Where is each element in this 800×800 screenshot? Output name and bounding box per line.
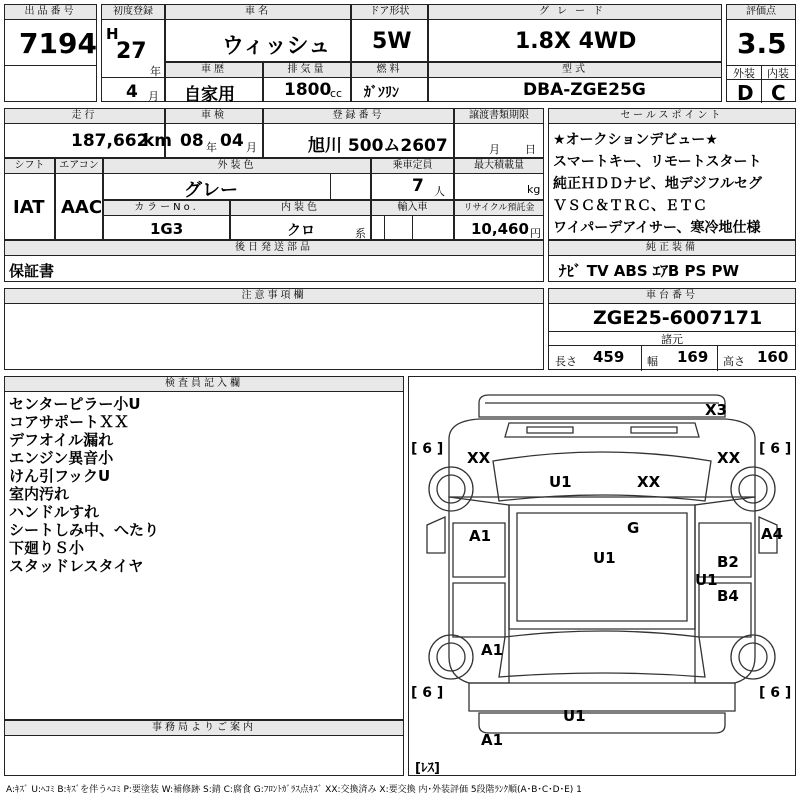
damage-mark: XX <box>637 473 661 491</box>
later-parts-label: 後日発送部品 <box>5 241 543 256</box>
interior-color-label: 内装色 <box>231 201 370 216</box>
mileage-label: 走行 <box>5 109 164 124</box>
transfer-day-unit: 日 <box>525 143 536 156</box>
recycle: 10,460 <box>471 220 529 238</box>
transfer-label: 譲渡書類期限 <box>455 109 543 124</box>
office-box <box>4 720 404 776</box>
mileage-unit: km <box>143 131 173 151</box>
fuel-label: 燃料 <box>352 63 427 78</box>
tire-depth: [ 6 ] <box>759 441 792 457</box>
damage-mark: U1 <box>695 571 718 589</box>
chassis-box <box>548 288 796 370</box>
inspector-label: 検査員記入欄 <box>5 377 403 392</box>
damage-mark: X3 <box>705 401 728 419</box>
later-parts-box <box>4 240 544 282</box>
capacity-box <box>371 158 454 200</box>
damage-mark: A4 <box>761 525 784 543</box>
max-load-label: 最大積載量 <box>455 159 543 174</box>
sales-point: 純正ＨＤＤナビ、地デジフルセグ <box>553 176 763 192</box>
displacement-label: 排気量 <box>264 63 350 78</box>
history-box <box>165 62 263 105</box>
color-label: 外装色 <box>104 159 370 174</box>
interior-score: C <box>771 81 786 105</box>
chassis-number: ZGE25-6007171 <box>593 307 763 329</box>
plate-label: 登録番号 <box>264 109 453 124</box>
equipment: ﾅﾋﾞ TV ABS ｴｱB PS PW <box>559 262 740 280</box>
car-name-label: 車名 <box>166 5 350 20</box>
model-label: 型式 <box>429 63 721 78</box>
import-label: 輸入車 <box>372 201 453 216</box>
history: 自家用 <box>184 85 235 105</box>
inspector-item: シートしみ中、へたり <box>9 521 160 539</box>
height: 160 <box>757 348 789 366</box>
car-name: ウィッシュ <box>222 34 331 59</box>
score-label: 評価点 <box>727 5 795 20</box>
notes-box <box>4 288 544 370</box>
office-label: 事務局よりご案内 <box>5 721 403 736</box>
inspector-item: 下廻りＳ小 <box>9 539 85 557</box>
color-no-box <box>103 200 230 240</box>
first-registration-box <box>101 4 165 102</box>
car-diagram <box>409 377 795 775</box>
max-load-box <box>454 158 544 200</box>
damage-mark: A1 <box>481 731 504 749</box>
recycle-label: リサイクル預託金 <box>455 201 543 216</box>
lot-box <box>4 4 97 102</box>
grade: 1.8X 4WD <box>515 29 637 54</box>
damage-mark: A1 <box>469 527 492 545</box>
car-name-box <box>165 4 351 62</box>
inspection-month: 04 <box>220 131 244 151</box>
sales-point: ワイパーデアイサー、寒冷地仕様 <box>553 220 761 236</box>
grade-box <box>428 4 722 62</box>
displacement-box <box>263 62 351 102</box>
color-box <box>103 158 371 200</box>
color-no-label: カラーNo. <box>104 201 229 216</box>
max-load-unit: kg <box>527 183 541 196</box>
damage-mark: U1 <box>563 707 586 725</box>
displacement-unit: cc <box>330 87 343 100</box>
door-type: 5W <box>372 29 412 54</box>
transfer-box <box>454 108 544 158</box>
mileage-box <box>4 108 173 158</box>
sales-point: ＶＳＣ＆ＴＲＣ、ＥＴＣ <box>553 198 707 214</box>
inspection-month-unit: 月 <box>246 141 257 154</box>
plate: 旭川 500ム2607 <box>308 136 448 156</box>
interior-label: 内装 <box>767 67 789 80</box>
interior-color-box <box>230 200 371 240</box>
grade-label: グレード <box>429 5 721 20</box>
recycle-unit: 円 <box>530 227 541 240</box>
plate-box <box>263 108 454 158</box>
aircon-label: エアコン <box>56 159 102 174</box>
damage-mark: B4 <box>717 587 739 605</box>
equipment-box <box>548 240 796 282</box>
inspector-item: 室内汚れ <box>9 485 70 503</box>
door-box <box>351 4 428 62</box>
capacity-label: 乗車定員 <box>372 159 453 174</box>
interior-color: クロ <box>287 223 315 239</box>
door-label: ドア形状 <box>352 5 427 20</box>
damage-mark: B2 <box>717 553 739 571</box>
inspector-box <box>4 376 404 720</box>
first-reg-era: H <box>106 25 119 43</box>
inspector-item: スタッドレスタイヤ <box>9 557 144 575</box>
score-value: 3.5 <box>737 27 787 60</box>
width-label: 幅 <box>647 355 658 368</box>
first-reg-year-unit: 年 <box>150 65 161 78</box>
equipment-label: 純正装備 <box>549 241 795 256</box>
inspector-item: デフオイル漏れ <box>9 431 114 449</box>
damage-mark: U1 <box>549 473 572 491</box>
inspection-year-unit: 年 <box>206 141 217 154</box>
inspector-item: ハンドルすれ <box>9 503 100 521</box>
model: DBA-ZGE25G <box>523 80 646 100</box>
lot-number: 7194 <box>19 27 97 60</box>
car-diagram-box <box>408 376 796 776</box>
first-reg-label: 初度登録 <box>102 5 164 20</box>
exterior-label: 外装 <box>733 67 755 80</box>
tire-depth: [ 6 ] <box>759 685 792 701</box>
first-reg-month: 4 <box>126 82 138 102</box>
transfer-month-unit: 月 <box>489 143 500 156</box>
model-box <box>428 62 722 102</box>
sales-points-list <box>553 129 762 239</box>
inspection-year: 08 <box>180 131 204 151</box>
spare-tire: [ﾚｽ] <box>415 761 440 776</box>
tire-depth: [ 6 ] <box>411 685 444 701</box>
chassis-label: 車台番号 <box>549 289 795 304</box>
width: 169 <box>677 348 709 366</box>
history-label: 車歴 <box>166 63 262 78</box>
capacity-unit: 人 <box>434 185 445 198</box>
height-label: 高さ <box>723 355 745 368</box>
shift-box <box>4 158 55 240</box>
shift: IAT <box>13 197 45 218</box>
damage-mark: XX <box>467 449 491 467</box>
first-reg-month-unit: 月 <box>148 90 159 103</box>
damage-mark: G <box>627 519 640 537</box>
inspector-item: コアサポートＸＸ <box>9 413 130 431</box>
first-reg-year: 27 <box>116 39 147 64</box>
aircon: AAC <box>61 197 103 218</box>
sales-point: スマートキー、リモートスタート <box>553 154 762 170</box>
length: 459 <box>593 348 625 366</box>
sales-points-box <box>548 108 796 240</box>
legend: A:ｷｽﾞ U:ﾍｺﾐ B:ｷｽﾞを伴うﾍｺﾐ P:要塗装 W:補修跡 S:錆 C:腐食 G:ﾌﾛﾝﾄｶﾞﾗｽ点ｷｽﾞ XX:交換済み X:要交換 内･外装評価 5段階ﾗﾝｸ順(A･B･C･D･E) 1 <box>6 785 582 795</box>
lot-label: 出品番号 <box>5 5 96 20</box>
interior-color-unit: 系 <box>355 227 366 240</box>
sales-points-label: セールスポイント <box>549 109 795 124</box>
fuel-box <box>351 62 428 102</box>
import-box <box>371 200 454 240</box>
exterior-score: D <box>737 81 754 105</box>
inspector-item: けん引フックU <box>9 467 111 485</box>
inspector-item: センターピラー小U <box>9 395 141 413</box>
damage-mark: U1 <box>593 549 616 567</box>
capacity: 7 <box>412 176 424 196</box>
fuel: ｶﾞｿﾘﾝ <box>364 85 399 101</box>
inspector-list <box>9 395 159 575</box>
notes-label: 注意事項欄 <box>5 289 543 304</box>
recycle-box <box>454 200 544 240</box>
displacement: 1800 <box>284 80 332 100</box>
inspection-label: 車検 <box>166 109 262 124</box>
shift-label: シフト <box>5 159 54 174</box>
damage-mark: A1 <box>481 641 504 659</box>
length-label: 長さ <box>555 355 577 368</box>
specs-label: 諸元 <box>661 333 683 346</box>
aircon-box <box>55 158 103 240</box>
damage-mark: XX <box>717 449 741 467</box>
sales-point: ★オークションデビュー★ <box>553 132 718 148</box>
color: グレー <box>184 180 238 201</box>
inspector-item: エンジン異音小 <box>9 449 114 467</box>
mileage: 187,662 <box>71 131 149 151</box>
color-no: 1G3 <box>150 220 184 238</box>
inspection-box <box>165 108 263 158</box>
score-box <box>726 4 796 105</box>
later-parts: 保証書 <box>9 262 55 280</box>
tire-depth: [ 6 ] <box>411 441 444 457</box>
